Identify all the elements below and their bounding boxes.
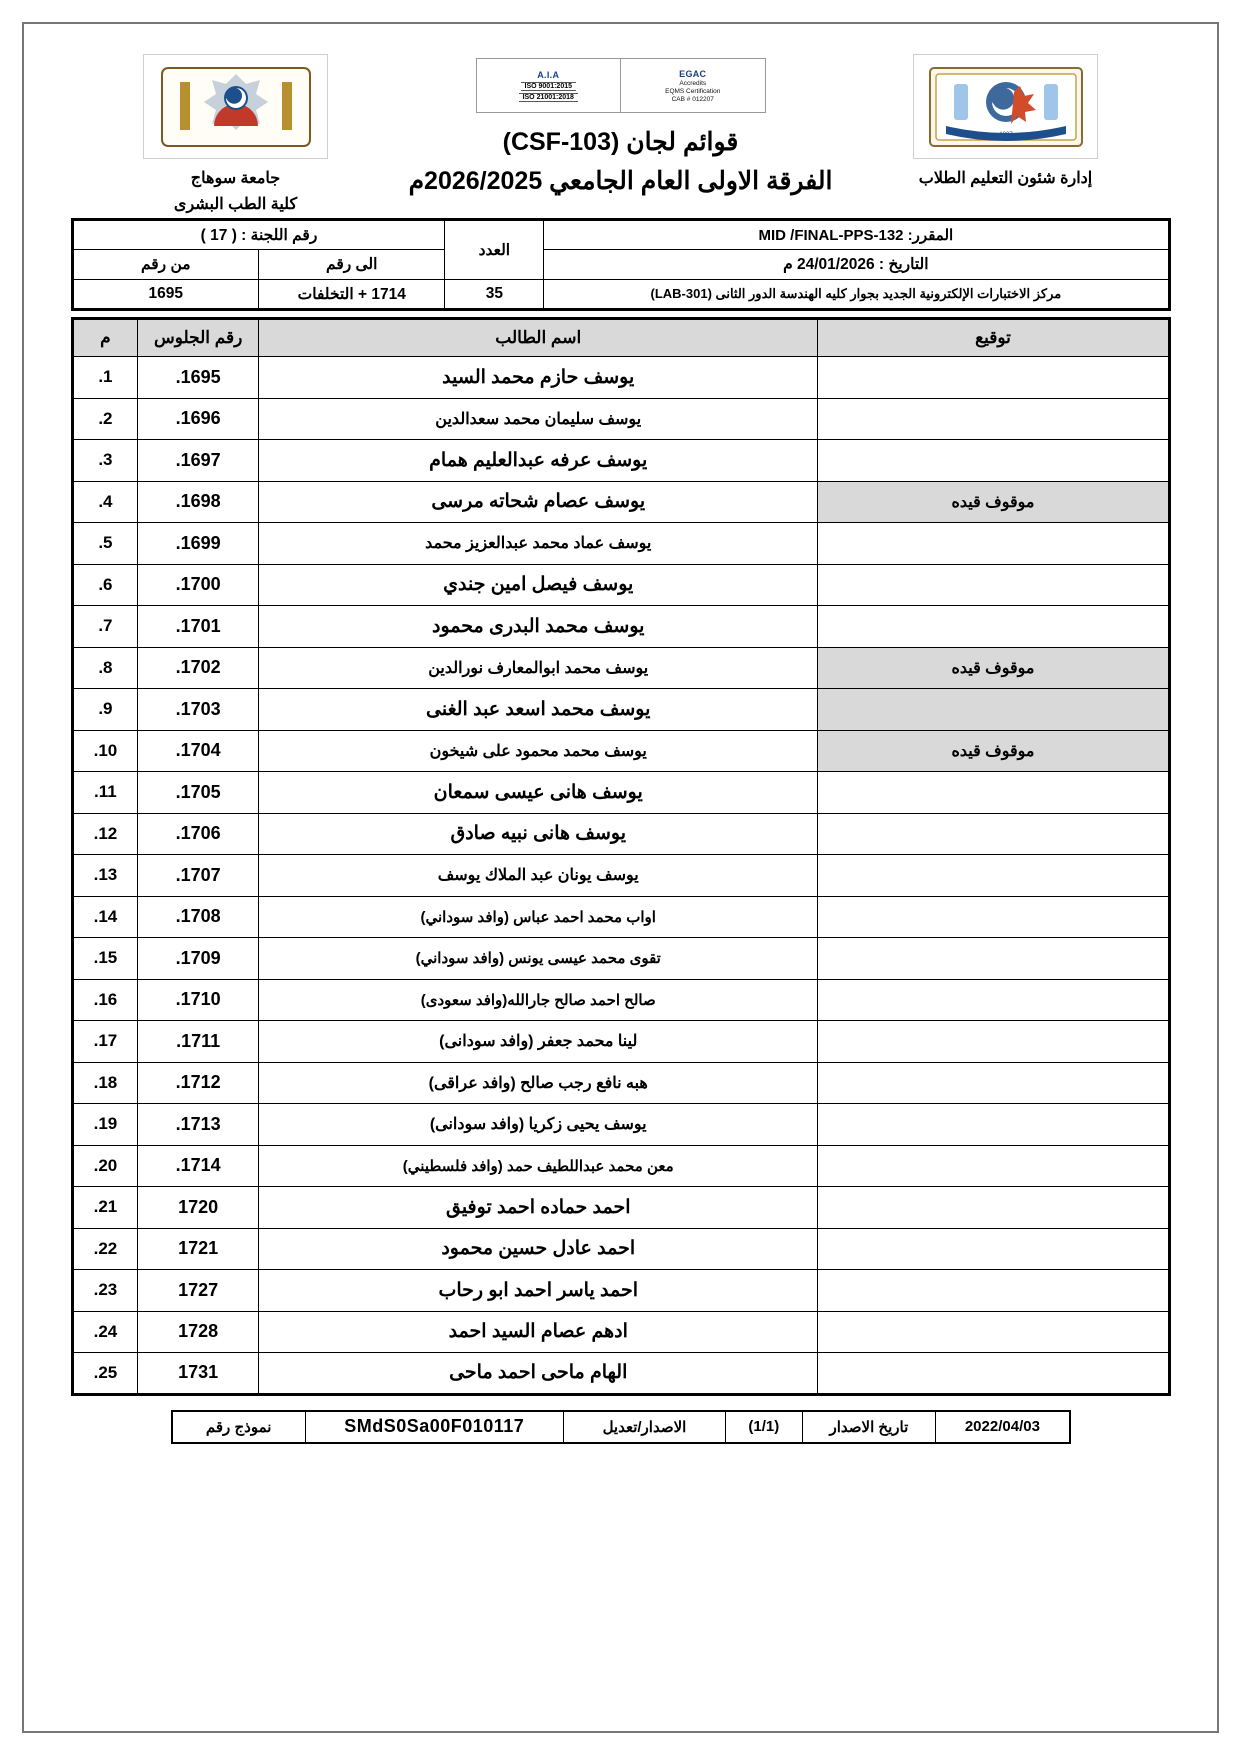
cell-index: 17. (72, 1021, 138, 1063)
edition-date-value: 2022/04/03 (936, 1411, 1070, 1443)
cell-index: 8. (72, 647, 138, 689)
cell-seat-number: 1697. (138, 440, 259, 482)
table-row (72, 979, 1169, 1021)
exam-meta-table (71, 218, 1171, 311)
from-value-cell: 1695 (72, 280, 259, 310)
meta-row-1 (72, 220, 1169, 250)
cell-signature[interactable] (818, 1270, 1169, 1312)
cell-seat-number: 1701. (138, 606, 259, 648)
table-row (72, 481, 1169, 523)
cell-student-name: يوسف محمد اسعد عبد الغنى (258, 689, 817, 731)
cell-index: 3. (72, 440, 138, 482)
table-header-row (72, 319, 1169, 357)
cell-seat-number: 1695. (138, 357, 259, 399)
table-row (72, 440, 1169, 482)
document-content (71, 18, 1171, 1444)
table-row (72, 730, 1169, 772)
cell-signature[interactable] (818, 896, 1169, 938)
cell-index: 4. (72, 481, 138, 523)
table-row (72, 1021, 1169, 1063)
egac-title: EGAC (679, 68, 707, 79)
cell-index: 24. (72, 1311, 138, 1353)
education-affairs-caption: إدارة شئون التعليم الطلاب (918, 170, 1093, 187)
cell-signature[interactable] (818, 1021, 1169, 1063)
cell-student-name: يوسف حازم محمد السيد (258, 357, 817, 399)
form-code: SMdS0Sa00F010117 (305, 1411, 563, 1443)
cell-student-name: يوسف سليمان محمد سعدالدين (258, 398, 817, 440)
cell-seat-number: 1703. (138, 689, 259, 731)
cell-seat-number: 1712. (138, 1062, 259, 1104)
table-row (72, 896, 1169, 938)
cell-student-name: يوسف يحيى زكريا (وافد سودانى) (258, 1104, 817, 1146)
cell-index: 6. (72, 564, 138, 606)
cell-student-name: معن محمد عبداللطيف حمد (وافد فلسطيني) (258, 1145, 817, 1187)
cell-signature[interactable] (818, 855, 1169, 897)
cell-student-name: لينا محمد جعفر (وافد سودانى) (258, 1021, 817, 1063)
cell-signature[interactable] (818, 813, 1169, 855)
cell-signature[interactable] (818, 979, 1169, 1021)
table-row (72, 689, 1169, 731)
table-row (72, 1062, 1169, 1104)
accreditation-marks (476, 58, 766, 113)
header-center-block (361, 54, 881, 201)
egac-sub-qms: EQMS Certification (665, 87, 721, 95)
column-student-name: اسم الطالب (258, 319, 817, 357)
table-row (72, 1187, 1169, 1229)
cell-student-name: يوسف يونان عبد الملاك يوسف (258, 855, 817, 897)
cell-student-name: تقوى محمد عيسى يونس (وافد سوداني) (258, 938, 817, 980)
iso-9001-label: ISO 9001:2015 (521, 82, 576, 91)
column-index: م (72, 319, 138, 357)
document-footer (71, 1410, 1171, 1444)
cell-index: 11. (72, 772, 138, 814)
cell-signature[interactable] (818, 1228, 1169, 1270)
cell-index: 2. (72, 398, 138, 440)
sohag-education-affairs-logo (926, 64, 1086, 150)
egac-sub-cab: CAB # 012207 (671, 95, 714, 103)
cell-seat-number: 1727 (138, 1270, 259, 1312)
cell-index: 23. (72, 1270, 138, 1312)
faculty-name: كلية الطب البشرى (173, 196, 298, 213)
cell-student-name: احمد ياسر احمد ابو رحاب (258, 1270, 817, 1312)
cell-signature[interactable] (818, 357, 1169, 399)
table-row (72, 855, 1169, 897)
cell-signature[interactable] (818, 938, 1169, 980)
cell-signature[interactable] (818, 1104, 1169, 1146)
cell-seat-number: 1710. (138, 979, 259, 1021)
meta-row-2 (72, 250, 1169, 280)
edition-label: الاصدار/تعديل (563, 1411, 725, 1443)
exam-place-cell: مركز الاختبارات الإلكترونية الجديد بجوار كليه الهندسة الدور الثانى (LAB-301) (544, 280, 1169, 310)
document-header (71, 54, 1171, 214)
to-label-cell: الى رقم (259, 250, 445, 280)
university-logo-box (143, 54, 328, 159)
footer-table (171, 1410, 1071, 1444)
egac-sub-accredits: Accredits (679, 79, 707, 87)
cell-seat-number: 1708. (138, 896, 259, 938)
page-title: قوائم لجان (CSF-103) (502, 128, 739, 156)
cell-student-name: يوسف هانى نبيه صادق (258, 813, 817, 855)
form-label: نموذج رقم (172, 1411, 306, 1443)
cell-seat-number: 1709. (138, 938, 259, 980)
cell-student-name: يوسف عصام شحاته مرسى (258, 481, 817, 523)
cell-student-name: الهام ماحى احمد ماحى (258, 1353, 817, 1395)
cell-student-name: يوسف محمد ابوالمعارف نورالدين (258, 647, 817, 689)
cell-student-name: يوسف محمد محمود على شيخون (258, 730, 817, 772)
table-row (72, 1145, 1169, 1187)
aia-title: A.I.A (537, 69, 560, 80)
cell-signature[interactable] (818, 1311, 1169, 1353)
table-row (72, 357, 1169, 399)
cell-signature[interactable] (818, 606, 1169, 648)
egac-mark (620, 59, 765, 112)
cell-signature[interactable] (818, 772, 1169, 814)
cell-signature[interactable] (818, 398, 1169, 440)
header-right-block (111, 54, 361, 217)
cell-seat-number: 1714. (138, 1145, 259, 1187)
cell-student-name: ادهم عصام السيد احمد (258, 1311, 817, 1353)
cell-index: 25. (72, 1353, 138, 1395)
cell-student-name: يوسف عماد محمد عبدالعزيز محمد (258, 523, 817, 565)
edition-value: (1/1) (726, 1411, 802, 1443)
table-row (72, 813, 1169, 855)
cell-seat-number: 1705. (138, 772, 259, 814)
column-signature: توقيع (818, 319, 1169, 357)
table-row (72, 1228, 1169, 1270)
footer-row (172, 1411, 1070, 1443)
cell-seat-number: 1720 (138, 1187, 259, 1229)
table-row (72, 1104, 1169, 1146)
cell-index: 21. (72, 1187, 138, 1229)
cell-seat-number: 1699. (138, 523, 259, 565)
cell-signature[interactable] (818, 564, 1169, 606)
meta-row-3 (72, 280, 1169, 310)
table-row (72, 606, 1169, 648)
cell-seat-number: 1704. (138, 730, 259, 772)
university-name: جامعة سوهاج (190, 170, 281, 187)
cell-student-name: احمد عادل حسين محمود (258, 1228, 817, 1270)
to-value-cell: 1714 + التخلفات (259, 280, 445, 310)
cell-signature[interactable] (818, 1187, 1169, 1229)
education-affairs-logo-box (913, 54, 1098, 159)
table-row (72, 938, 1169, 980)
cell-seat-number: 1706. (138, 813, 259, 855)
from-label-cell: من رقم (72, 250, 259, 280)
cell-seat-number: 1721 (138, 1228, 259, 1270)
cell-index: 16. (72, 979, 138, 1021)
cell-index: 15. (72, 938, 138, 980)
cell-signature[interactable] (818, 440, 1169, 482)
cell-signature[interactable]: موقوف قيده (818, 647, 1169, 689)
svg-text:1997: 1997 (998, 131, 1013, 138)
cell-student-name: اواب محمد احمد عباس (وافد سوداني) (258, 896, 817, 938)
cell-index: 13. (72, 855, 138, 897)
cell-index: 10. (72, 730, 138, 772)
cell-index: 5. (72, 523, 138, 565)
table-row (72, 772, 1169, 814)
column-seat-number: رقم الجلوس (138, 319, 259, 357)
student-rows (72, 357, 1169, 1395)
count-label-cell: العدد (445, 220, 544, 280)
cell-index: 1. (72, 357, 138, 399)
cell-signature[interactable] (818, 1145, 1169, 1187)
cell-index: 7. (72, 606, 138, 648)
cell-student-name: احمد حماده احمد توفيق (258, 1187, 817, 1229)
cell-seat-number: 1731 (138, 1353, 259, 1395)
table-row (72, 398, 1169, 440)
cell-seat-number: 1700. (138, 564, 259, 606)
table-row (72, 647, 1169, 689)
cell-index: 19. (72, 1104, 138, 1146)
cell-signature[interactable]: موقوف قيده (818, 481, 1169, 523)
cell-index: 18. (72, 1062, 138, 1104)
cell-index: 9. (72, 689, 138, 731)
cell-index: 20. (72, 1145, 138, 1187)
date-cell: التاريخ : 24/01/2026 م (544, 250, 1169, 280)
cell-signature[interactable] (818, 523, 1169, 565)
committee-number-cell: رقم اللجنة : ( 17 ) (72, 220, 445, 250)
table-row (72, 523, 1169, 565)
header-left-block (881, 54, 1131, 191)
cell-seat-number: 1698. (138, 481, 259, 523)
cell-seat-number: 1713. (138, 1104, 259, 1146)
cell-student-name: صالح احمد صالح جارالله(وافد سعودى) (258, 979, 817, 1021)
cell-signature[interactable] (818, 689, 1169, 731)
cell-student-name: يوسف محمد البدرى محمود (258, 606, 817, 648)
aia-mark (477, 59, 621, 112)
cell-seat-number: 1702. (138, 647, 259, 689)
table-row (72, 1353, 1169, 1395)
table-row (72, 1311, 1169, 1353)
cell-index: 14. (72, 896, 138, 938)
cell-student-name: يوسف عرفه عبدالعليم همام (258, 440, 817, 482)
page-subtitle: الفرقة الاولى العام الجامعي 2026/2025م (408, 166, 833, 195)
count-value-cell: 35 (445, 280, 544, 310)
cell-student-name: هبه نافع رجب صالح (وافد عراقى) (258, 1062, 817, 1104)
student-list-table (71, 317, 1171, 1396)
cell-seat-number: 1707. (138, 855, 259, 897)
cell-index: 22. (72, 1228, 138, 1270)
cell-signature[interactable] (818, 1062, 1169, 1104)
cell-seat-number: 1711. (138, 1021, 259, 1063)
table-row (72, 564, 1169, 606)
cell-index: 12. (72, 813, 138, 855)
edition-date-label: تاريخ الاصدار (802, 1411, 936, 1443)
cell-signature[interactable]: موقوف قيده (818, 730, 1169, 772)
cell-seat-number: 1696. (138, 398, 259, 440)
table-row (72, 1270, 1169, 1312)
cell-signature[interactable] (818, 1353, 1169, 1395)
cell-seat-number: 1728 (138, 1311, 259, 1353)
iso-21001-label: ISO 21001:2018 (519, 93, 578, 102)
course-cell: المقرر: MID /FINAL-PPS-132 (544, 220, 1169, 250)
cell-student-name: يوسف فيصل امين جندي (258, 564, 817, 606)
cell-student-name: يوسف هانى عيسى سمعان (258, 772, 817, 814)
sohag-university-logo (156, 64, 316, 150)
